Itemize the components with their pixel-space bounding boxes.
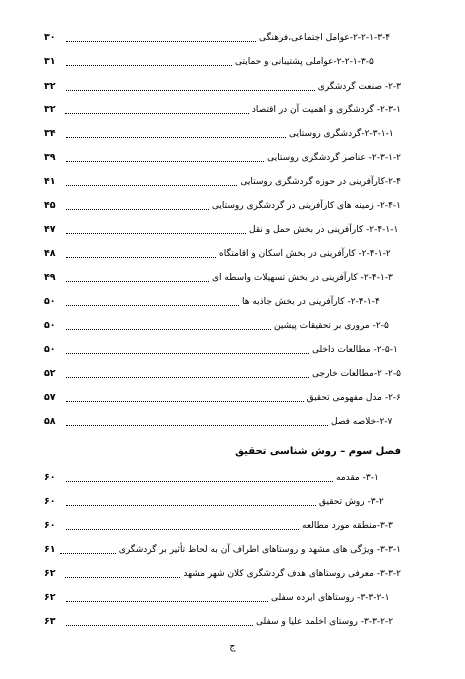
toc-entry[interactable] [44, 494, 401, 508]
dotted-leader [66, 137, 286, 138]
toc-entry[interactable] [44, 174, 401, 188]
toc-entry[interactable] [44, 294, 401, 308]
toc-page-number: ۳۹ [44, 152, 56, 163]
toc-page-number: ۶۰ [44, 520, 56, 531]
chapter-heading[interactable]: فصل سوم – روش شناسی تحقیق [235, 446, 401, 457]
dotted-leader [66, 625, 253, 626]
dotted-leader [66, 505, 316, 506]
toc-entry[interactable] [44, 30, 401, 44]
toc-entry-title: ۳-۳-منطقه مورد مطالعه [302, 521, 393, 531]
toc-entry[interactable] [44, 414, 401, 428]
toc-page-number: ۶۲ [44, 592, 56, 603]
toc-entry-title: ۳-۳-۱- ویژگی های مشهد و روستاهای اطراف آن به لحاظ تأثیر بر گردشگری [118, 545, 401, 555]
toc-page-number: ۳۱ [44, 56, 56, 67]
toc-entry[interactable] [44, 126, 401, 140]
toc-page-number: ۵۲ [44, 368, 56, 379]
toc-page-number: ۵۰ [44, 320, 56, 331]
toc-entry[interactable] [44, 150, 401, 164]
toc-entry[interactable] [44, 366, 401, 380]
toc-page-number: ۴۸ [44, 248, 56, 259]
toc-entry[interactable] [44, 590, 401, 604]
dotted-leader [66, 161, 265, 162]
dotted-leader [65, 577, 180, 578]
toc-entry-title: ۳-۳-۲- معرفی روستاهای هدف گردشگری کلان شهر مشهد [183, 569, 401, 579]
toc-entry-title: ۲-۶- مدل مفهومی تحقیق [306, 393, 401, 403]
toc-entry[interactable] [44, 222, 401, 236]
toc-entry[interactable] [44, 54, 401, 68]
dotted-leader [66, 377, 309, 378]
toc-page-number: ۵۰ [44, 296, 56, 307]
dotted-leader [66, 209, 209, 210]
toc-entry-title: ۲-۵- ۲-مطالعات خارجی [312, 369, 401, 379]
toc-entry-title: ۲-۳-۱- گردشگری و اهمیت آن در اقتصاد [251, 105, 401, 115]
dotted-leader [66, 233, 246, 234]
toc-entry[interactable] [44, 390, 401, 404]
dotted-leader [66, 353, 309, 354]
dotted-leader [66, 90, 315, 91]
toc-entry-title: ۳-۳-۲-۲- روستای اخلمد علیا و سفلی [256, 617, 394, 627]
dotted-leader [66, 425, 328, 426]
toc-entry[interactable] [44, 470, 401, 484]
toc-entry[interactable] [44, 342, 401, 356]
toc-page-number: ۵۰ [44, 344, 56, 355]
dotted-leader [60, 553, 116, 554]
toc-entry-title: ۲-۷-خلاصه فصل [331, 417, 393, 427]
toc-entry[interactable] [44, 79, 401, 93]
dotted-leader [66, 65, 232, 66]
toc-entry[interactable] [44, 102, 401, 116]
toc-entry-title: ۲-۲-۱-۳-۵-عواملی پشتیبانی و حمایتی [235, 57, 374, 67]
toc-page-number: ۴۵ [44, 200, 56, 211]
toc-entry-title: ۲-۵-۱- مطالعات داخلی [312, 345, 398, 355]
dotted-leader [65, 113, 249, 114]
toc-entry-title: ۲-۳- صنعت گردشگری [317, 82, 401, 92]
toc-page-number: ۳۲ [44, 81, 56, 92]
dotted-leader [66, 481, 333, 482]
dotted-leader [66, 601, 268, 602]
toc-entry-title: ۲-۵- مروری بر تحقیقات پیشین [274, 321, 389, 331]
toc-page-number: ۳۴ [44, 128, 56, 139]
toc-entry-title: ۲-۴-کارآفرینی در حوزه گردشگری روستایی [240, 177, 401, 187]
dotted-leader [66, 329, 271, 330]
toc-entry[interactable] [44, 270, 401, 284]
toc-entry-title: ۳-۲- روش تحقیق [319, 497, 384, 507]
toc-entry-title: ۲-۲-۱-۳-۴-عوامل اجتماعی،فرهنگی [259, 33, 391, 43]
toc-page-number: ۶۳ [44, 616, 56, 627]
toc-page-number: ۵۸ [44, 416, 56, 427]
dotted-leader [66, 401, 304, 402]
toc-page-number: ۶۰ [44, 472, 56, 483]
toc-page-number: ۴۹ [44, 272, 56, 283]
toc-page-number: ۶۲ [44, 568, 56, 579]
toc-page-number: ۳۰ [44, 32, 56, 43]
toc-entry-title: ۳-۱- مقدمه [336, 473, 379, 483]
toc-entry-title: ۲-۴-۱- زمینه های کارآفرینی در گردشگری روستایی [211, 201, 401, 211]
toc-page-number: ۴۱ [44, 176, 56, 187]
toc-page-number: ۶۰ [44, 496, 56, 507]
toc-entry-title: ۲-۳-۱-۱-گردشگری روستایی [289, 129, 394, 139]
toc-entry[interactable] [44, 614, 401, 628]
toc-entry[interactable] [44, 246, 401, 260]
toc-entry-title: ۲-۴-۱-۲- کارآفرینی در بخش اسکان و اقامتگاه [219, 249, 391, 259]
toc-page-number: ۴۷ [44, 224, 56, 235]
dotted-leader [66, 305, 239, 306]
dotted-leader [66, 257, 216, 258]
toc-entry[interactable] [44, 566, 401, 580]
toc-page-number: ۳۲ [44, 104, 56, 115]
toc-entry-title: ۲-۴-۱-۴- کارآفرینی در بخش جاذبه ها [242, 297, 380, 307]
toc-entry[interactable] [44, 198, 401, 212]
dotted-leader [66, 185, 238, 186]
toc-entry-title: ۲-۴-۱-۳- کارآفرینی در بخش تسهیلات واسطه ای [212, 273, 393, 283]
toc-entry[interactable] [44, 542, 401, 556]
toc-entry-title: ۲-۴-۱-۱- کارآفرینی در بخش حمل و نقل [249, 225, 399, 235]
page-footer-number: ج [229, 641, 236, 652]
dotted-leader [66, 529, 299, 530]
toc-entry[interactable] [44, 318, 401, 332]
toc-page-number: ۵۷ [44, 392, 56, 403]
toc-page-number: ۶۱ [44, 544, 56, 555]
toc-entry-title: ۳-۳-۲-۱- روستاهای ابرده سفلی [271, 593, 390, 603]
dotted-leader [66, 281, 209, 282]
toc-entry[interactable] [44, 518, 401, 532]
dotted-leader [66, 41, 256, 42]
toc-entry-title: ۲-۳-۱-۲- عناصر گردشگری روستایی [267, 153, 401, 163]
